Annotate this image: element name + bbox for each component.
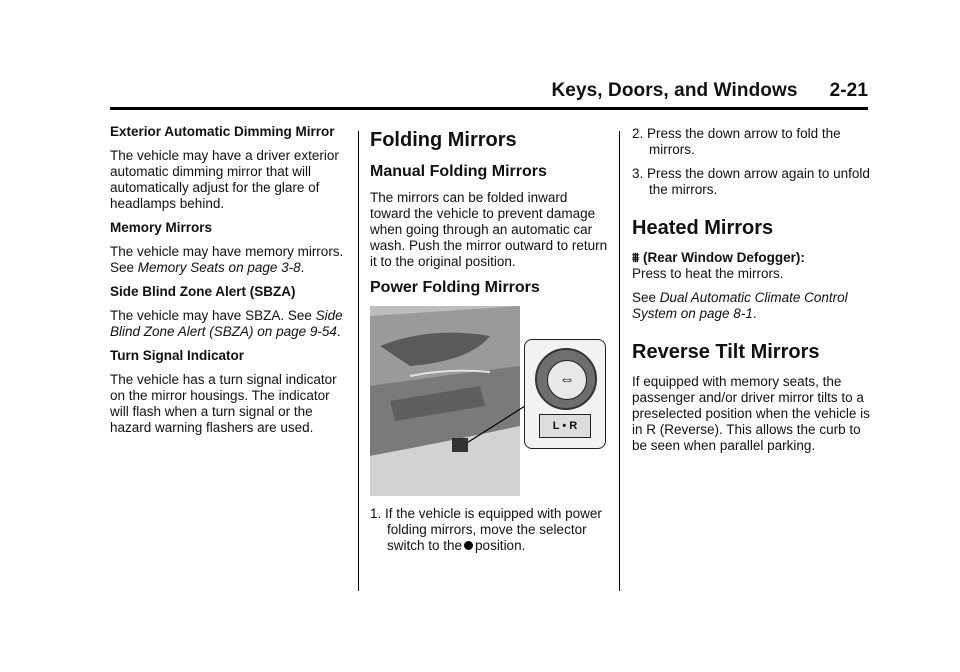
text: Press to heat the mirrors. bbox=[632, 266, 784, 281]
selector-switch: L • R bbox=[539, 414, 591, 438]
section-title: Keys, Doors, and Windows bbox=[551, 80, 798, 101]
list-item bbox=[632, 126, 872, 158]
page-header bbox=[110, 80, 868, 106]
paragraph bbox=[110, 308, 345, 340]
subheading: Memory Mirrors bbox=[110, 220, 213, 235]
paragraph bbox=[632, 290, 872, 322]
text: . bbox=[336, 324, 341, 339]
page-number: 2-21 bbox=[829, 80, 868, 101]
list-number: 2. bbox=[632, 126, 644, 141]
list-number: 3. bbox=[632, 166, 644, 181]
paragraph bbox=[632, 250, 872, 282]
mirror-adjust-knob bbox=[535, 348, 597, 410]
paragraph: The vehicle has a turn signal indicator on the mirror housings. The indicator will flash when a turn signal or the hazard warning flashers are used. bbox=[110, 372, 337, 435]
subheading: Turn Signal Indicator bbox=[110, 348, 245, 363]
subsection-heading: Power Folding Mirrors bbox=[370, 279, 540, 296]
defogger-label: (Rear Window Defogger): bbox=[642, 250, 805, 265]
paragraph bbox=[110, 244, 345, 276]
column-1 bbox=[110, 124, 345, 444]
column-divider bbox=[619, 131, 620, 591]
subheading: Exterior Automatic Dimming Mirror bbox=[110, 124, 335, 139]
rear-defogger-icon: ⩩ bbox=[632, 250, 640, 265]
cross-reference-link[interactable]: Dual Automatic Climate Control System on page 8-1 bbox=[632, 290, 848, 321]
paragraph: The vehicle may have a driver exterior automatic dimming mirror that will automatically adjust for the glare of headlamps behind. bbox=[110, 148, 339, 211]
paragraph: The mirrors can be folded inward toward the vehicle to prevent damage when going through an automatic car wash. Push the mirror outward to return it to the original position. bbox=[370, 190, 608, 269]
text: The vehicle may have memory mirrors. See bbox=[110, 244, 344, 275]
text: Press the down arrow to fold the mirrors. bbox=[647, 126, 841, 157]
text: . bbox=[300, 260, 305, 275]
header-rule bbox=[110, 107, 868, 110]
section-heading: Heated Mirrors bbox=[632, 217, 774, 239]
paragraph: If equipped with memory seats, the passenger and/or driver mirror tilts to a preselected position when the vehicle is in R (Reverse). This allows the curb to be seen when parallel parking. bbox=[632, 374, 870, 453]
section-heading: Folding Mirrors bbox=[370, 129, 517, 151]
section-heading: Reverse Tilt Mirrors bbox=[632, 341, 820, 363]
text: . bbox=[752, 306, 757, 321]
list-item bbox=[632, 166, 872, 198]
cross-reference-link[interactable]: Side Blind Zone Alert (SBZA) on page 9-54 bbox=[110, 308, 343, 339]
selector-dot-icon bbox=[464, 541, 473, 550]
list-number: 1. bbox=[370, 506, 382, 521]
text: position. bbox=[475, 538, 526, 553]
column-divider bbox=[358, 131, 359, 591]
subsection-heading: Manual Folding Mirrors bbox=[370, 163, 547, 180]
column-3 bbox=[632, 126, 872, 462]
subheading: Side Blind Zone Alert (SBZA) bbox=[110, 284, 296, 299]
text: The vehicle may have SBZA. See bbox=[110, 308, 316, 323]
mirror-icon: ⇔ bbox=[547, 360, 587, 400]
text: Press the down arrow again to unfold the mirrors. bbox=[647, 166, 870, 197]
text: If the vehicle is equipped with power folding mirrors, move the selector switch to the bbox=[385, 506, 602, 553]
door-mirror-switch-photo bbox=[370, 306, 578, 496]
cross-reference-link[interactable]: Memory Seats on page 3-8 bbox=[137, 260, 301, 275]
column-2 bbox=[370, 128, 610, 562]
list-item bbox=[370, 506, 610, 554]
text: See bbox=[632, 290, 660, 305]
mirror-switch-callout bbox=[524, 339, 606, 449]
